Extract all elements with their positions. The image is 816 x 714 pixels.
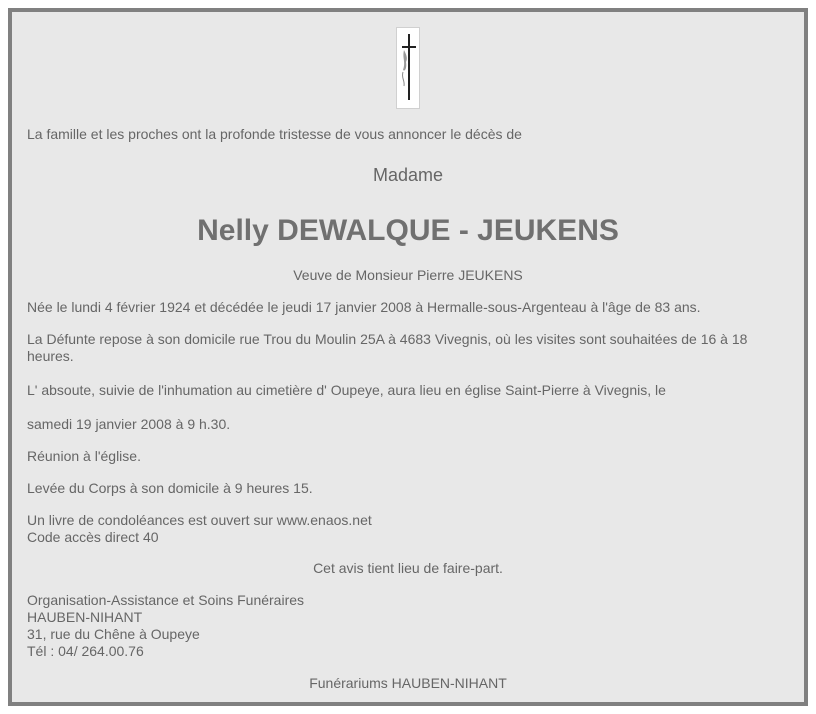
condolences-line: Un livre de condoléances est ouvert sur www.enaos.net <box>27 512 372 528</box>
cross-icon <box>397 28 419 108</box>
cross-image <box>396 27 420 109</box>
organisation-name: HAUBEN-NIHANT <box>27 609 143 625</box>
obituary-frame <box>8 8 808 706</box>
honorific: Madame <box>372 165 444 185</box>
widow-line: Veuve de Monsieur Pierre JEUKENS <box>293 267 523 283</box>
repose-text: La Défunte repose à son domicile rue Trou du Moulin 25A à 4683 Vivegnis, où les visites sont souhaitées de 16 à 18 heures. <box>27 331 748 364</box>
condolences-block <box>27 512 372 546</box>
ceremony-date: samedi 19 janvier 2008 à 9 h.30. <box>27 416 231 432</box>
access-code-line: Code accès direct 40 <box>27 529 159 545</box>
absoute-text: L' absoute, suivie de l'inhumation au cimetière d' Oupeye, aura lieu en église Saint-Pierre à Vivegnis, le <box>27 382 666 398</box>
deceased-name: Nelly DEWALQUE - JEUKENS <box>197 214 619 247</box>
organisation-phone: Tél : 04/ 264.00.76 <box>27 643 144 659</box>
footer-text: Funérariums HAUBEN-NIHANT <box>309 675 507 691</box>
levee-text: Levée du Corps à son domicile à 9 heures 15. <box>27 480 313 496</box>
organisation-line: Organisation-Assistance et Soins Funéraires <box>27 592 305 608</box>
birth-death-text: Née le lundi 4 février 1924 et décédée le jeudi 17 janvier 2008 à Hermalle-sous-Argenteau à l'âge de 83 ans. <box>27 299 701 315</box>
reunion-text: Réunion à l'église. <box>27 448 141 464</box>
notice-text: Cet avis tient lieu de faire-part. <box>313 560 503 576</box>
organisation-address: 31, rue du Chêne à Oupeye <box>27 626 200 642</box>
intro-text: La famille et les proches ont la profonde tristesse de vous annoncer le décès de <box>27 126 522 142</box>
organisation-block <box>27 592 304 660</box>
